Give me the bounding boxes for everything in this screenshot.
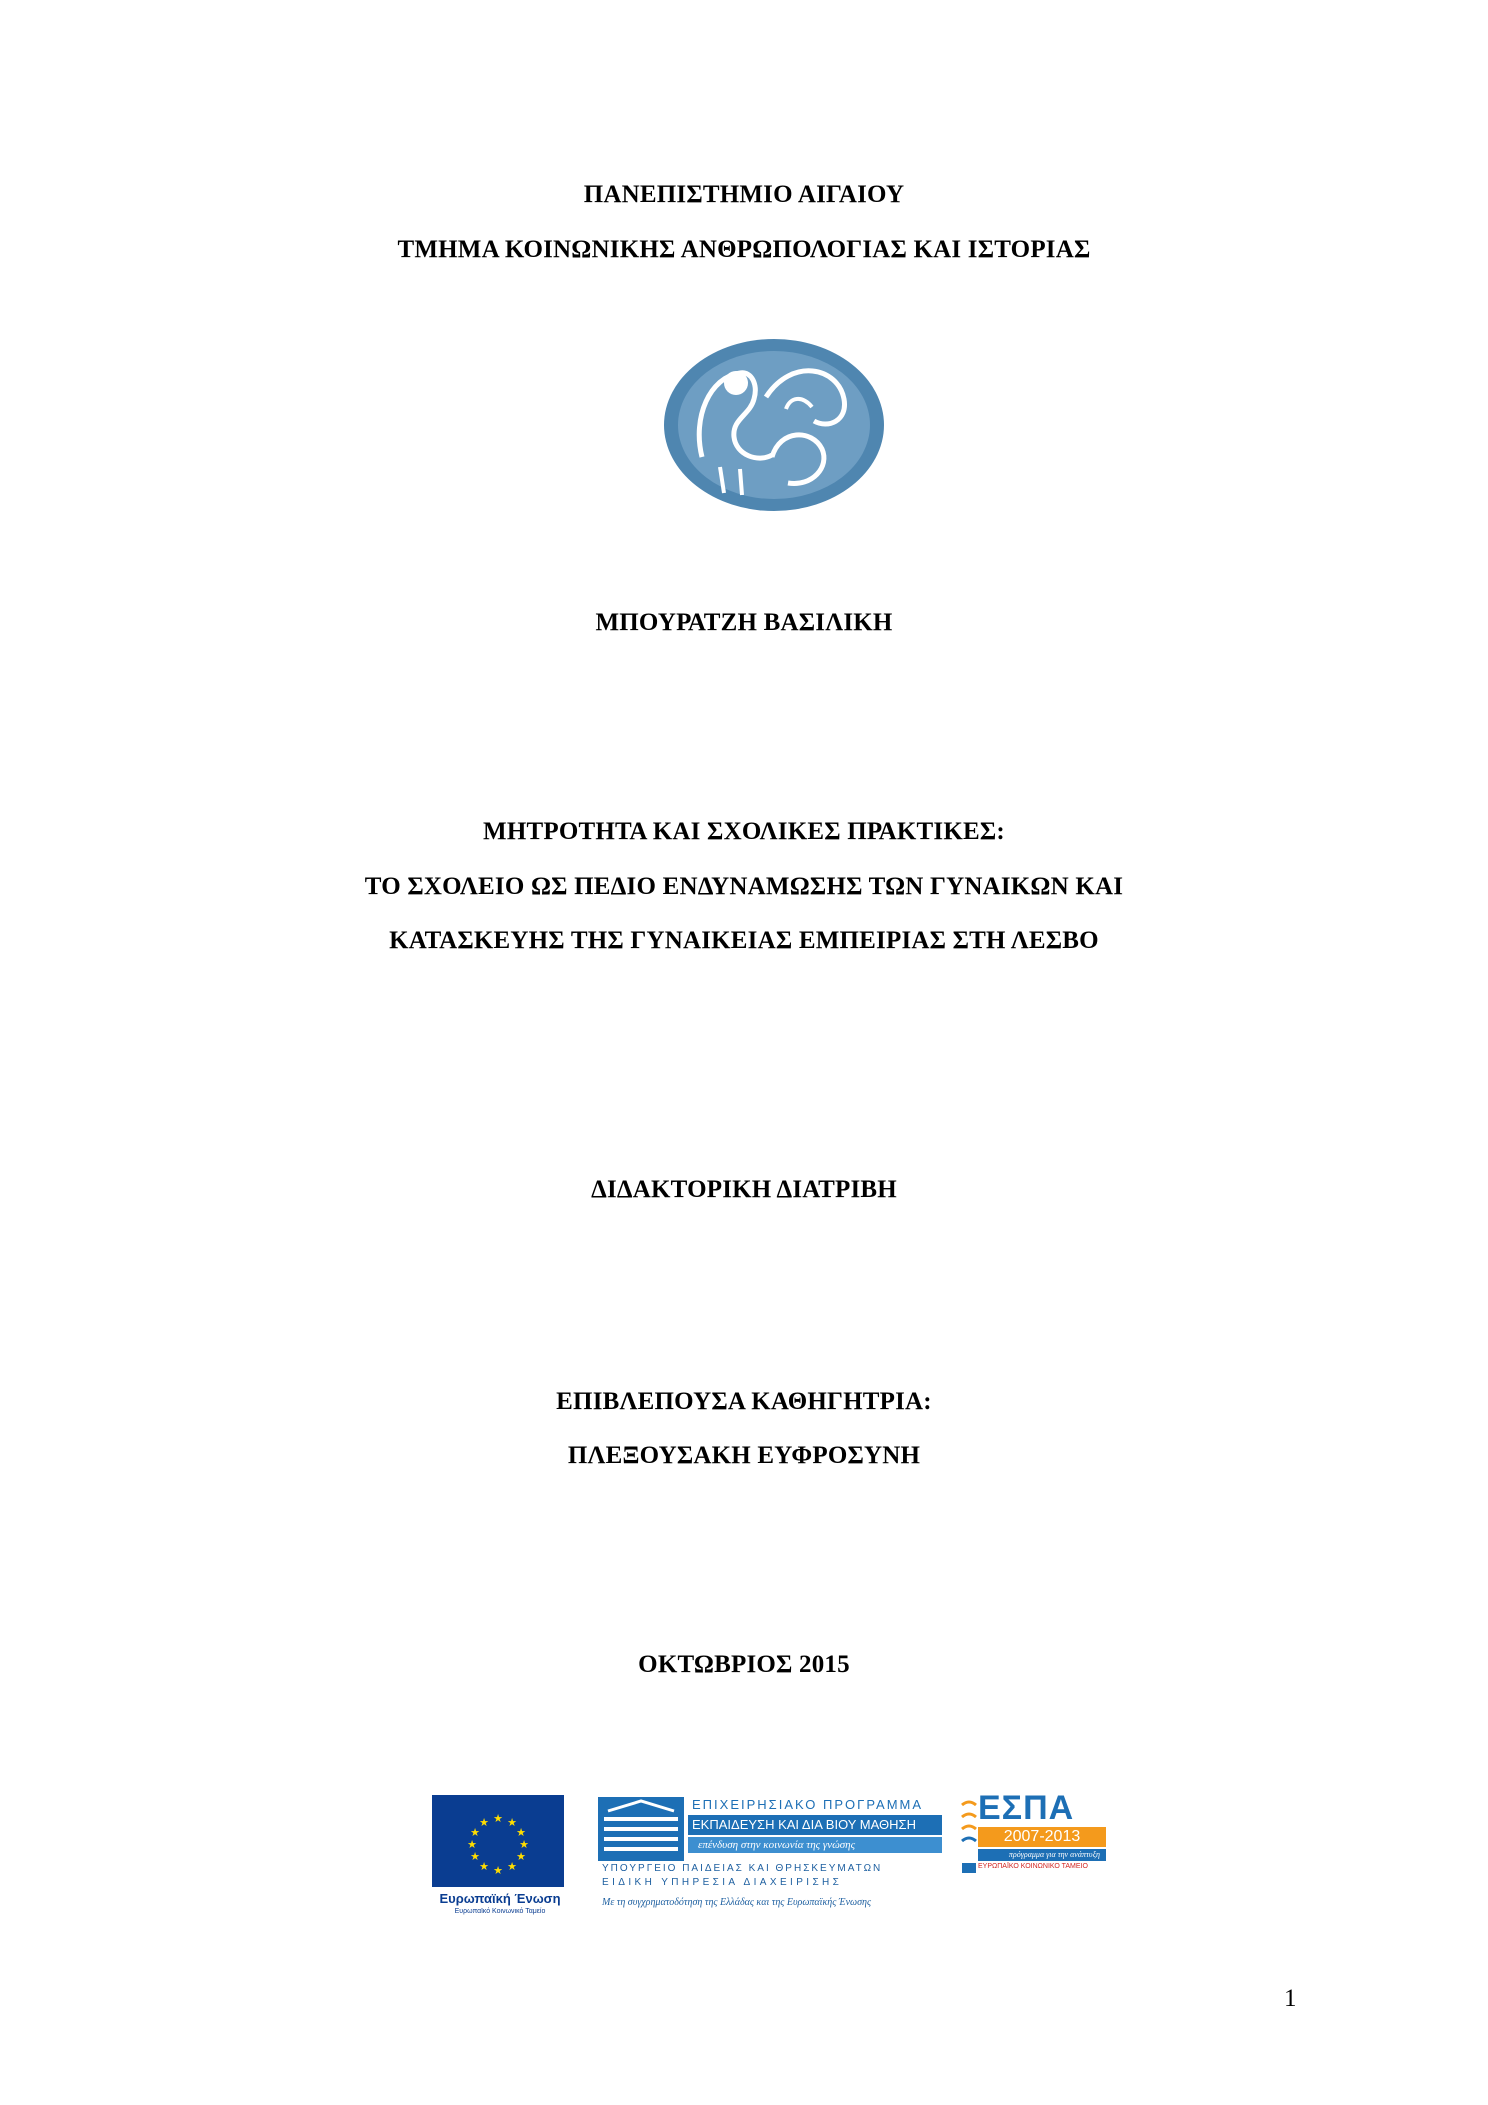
espa-waves-icon <box>960 1795 978 1855</box>
supervisor-label: ΕΠΙΒΛΕΠΟΥΣΑ ΚΑΘΗΓΗΤΡΙΑ: <box>556 1388 932 1415</box>
espa-title: ΕΣΠΑ <box>978 1789 1075 1827</box>
department-name: ΤΜΗΜΑ ΚΟΙΝΩΝΙΚΗΣ ΑΝΘΡΩΠΟΛΟΓΙΑΣ ΚΑΙ ΙΣΤΟΡΙΑΣ <box>397 236 1091 263</box>
svg-text:★: ★ <box>493 1864 503 1877</box>
supervisor-name: ΠΛΕΞΟΥΣΑΚΗ ΕΥΦΡΟΣΥΝΗ <box>567 1442 921 1469</box>
eu-subcaption: Ευρωπαϊκό Κοινωνικό Ταμείο <box>454 1908 546 1915</box>
page-number: 1 <box>1284 1985 1297 2012</box>
university-seal-icon <box>662 337 886 513</box>
espa-years: 2007-2013 <box>978 1827 1106 1847</box>
svg-text:★: ★ <box>470 1850 480 1863</box>
svg-text:★: ★ <box>493 1812 503 1825</box>
program-name: ΕΚΠΑΙΔΕΥΣΗ ΚΑΙ ΔΙΑ ΒΙΟΥ ΜΑΘΗΣΗ <box>688 1815 942 1835</box>
thesis-title-line-3: ΚΑΤΑΣΚΕΥΗΣ ΤΗΣ ΓΥΝΑΙΚΕΙΑΣ ΕΜΠΕΙΡΙΑΣ ΣΤΗ ΛΕΣΒΟ <box>389 927 1099 954</box>
eu-flag-icon <box>432 1795 564 1887</box>
management-service: ΕΙΔΙΚΗ ΥΠΗΡΕΣΙΑ ΔΙΑΧΕΙΡΙΣΗΣ <box>602 1877 843 1888</box>
svg-text:★: ★ <box>507 1816 517 1829</box>
greek-flag-icon <box>962 1863 976 1873</box>
thesis-title-line-2: ΤΟ ΣΧΟΛΕΙΟ ΩΣ ΠΕΔΙΟ ΕΝΔΥΝΑΜΩΣΗΣ ΤΩΝ ΓΥΝΑΙΚΩΝ ΚΑΙ <box>364 873 1124 900</box>
svg-text:★: ★ <box>467 1838 477 1851</box>
program-slogan: επένδυση στην κοινωνία της γνώσης <box>688 1837 942 1853</box>
submission-date: ΟΚΤΩΒΡΙΟΣ 2015 <box>638 1651 850 1678</box>
education-program-logo-icon <box>598 1797 684 1861</box>
funding-logos <box>430 1789 1130 1935</box>
author-name: ΜΠΟΥΡΑΤΖΗ ΒΑΣΙΛΙΚΗ <box>595 609 893 636</box>
svg-text:★: ★ <box>516 1850 526 1863</box>
svg-text:★: ★ <box>479 1860 489 1873</box>
svg-text:★: ★ <box>470 1826 480 1839</box>
thesis-title-line-1: ΜΗΤΡΟΤΗΤΑ ΚΑΙ ΣΧΟΛΙΚΕΣ ΠΡΑΚΤΙΚΕΣ: <box>483 818 1005 845</box>
ministry-name: ΥΠΟΥΡΓΕΙΟ ΠΑΙΔΕΙΑΣ ΚΑΙ ΘΡΗΣΚΕΥΜΑΤΩΝ <box>602 1863 883 1874</box>
svg-text:★: ★ <box>516 1826 526 1839</box>
espa-slogan: πρόγραμμα για την ανάπτυξη <box>978 1849 1106 1861</box>
university-name: ΠΑΝΕΠΙΣΤΗΜΙΟ ΑΙΓΑΙΟΥ <box>583 181 905 208</box>
program-title: ΕΠΙΧΕΙΡΗΣΙΑΚΟ ΠΡΟΓΡΑΜΜΑ <box>692 1797 924 1812</box>
eu-caption: Ευρωπαϊκή Ένωση <box>439 1891 561 1906</box>
svg-text:★: ★ <box>507 1860 517 1873</box>
document-type: ΔΙΔΑΚΤΟΡΙΚΗ ΔΙΑΤΡΙΒΗ <box>591 1176 897 1203</box>
espa-fund: ΕΥΡΩΠΑΪΚΟ ΚΟΙΝΩΝΙΚΟ ΤΑΜΕΙΟ <box>978 1863 1088 1870</box>
svg-text:★: ★ <box>479 1816 489 1829</box>
cofunding-note: Με τη συγχρηματοδότηση της Ελλάδας και της Ευρωπαϊκής Ένωσης <box>602 1897 872 1908</box>
svg-text:★: ★ <box>519 1838 529 1851</box>
